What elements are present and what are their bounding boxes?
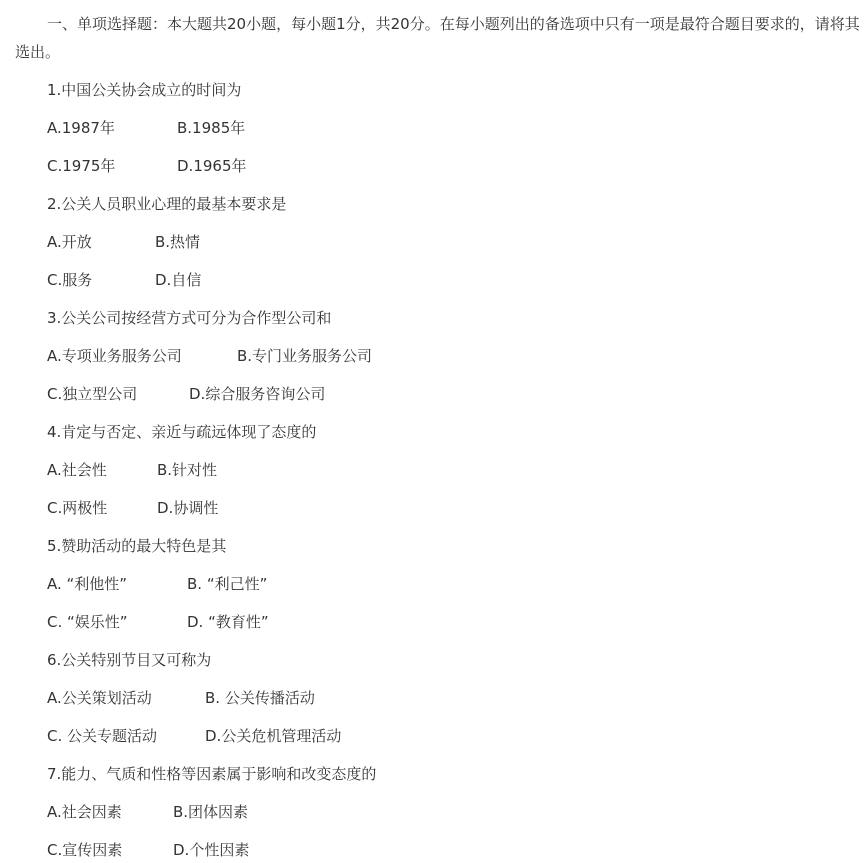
section-intro: 一、单项选择题：本大题共20小题，每小题1分，共20分。在每小题列出的备选项中只有一项是最符合题目要求的，请将其选出。 — [15, 15, 860, 61]
option-c: C. 公关专题活动 — [47, 727, 158, 745]
question-options-row-2a — [47, 232, 200, 252]
option-c: C.独立型公司 — [47, 385, 138, 403]
question-options-row-6b — [47, 726, 341, 746]
option-a: A.专项业务服务公司 — [47, 347, 182, 365]
option-b: B.1985年 — [177, 119, 246, 137]
option-d: D.1965年 — [177, 157, 247, 175]
question-options-row-5a — [47, 574, 267, 594]
option-b: B.针对性 — [157, 461, 218, 479]
question-options-row-2b — [47, 270, 201, 290]
option-d: D.协调性 — [157, 499, 219, 517]
question-stem-4: 4.肯定与否定、亲近与疏远体现了态度的 — [47, 423, 317, 441]
question-options-row-1b — [47, 156, 247, 176]
question-stem-5: 5.赞助活动的最大特色是其 — [47, 537, 227, 555]
option-d: D.公关危机管理活动 — [205, 727, 342, 745]
option-a: A.社会因素 — [47, 803, 122, 821]
option-b: B.热情 — [155, 233, 201, 251]
option-a: A. “利他性” — [47, 575, 128, 593]
option-c: C.1975年 — [47, 157, 116, 175]
option-d: D.综合服务咨询公司 — [189, 385, 326, 403]
question-options-row-4a — [47, 460, 217, 480]
question-options-row-3b — [47, 384, 325, 404]
option-c: C.两极性 — [47, 499, 108, 517]
question-stem-6: 6.公关特别节目又可称为 — [47, 651, 212, 669]
question-options-row-4b — [47, 498, 218, 518]
question-stem-1: 1.中国公关协会成立的时间为 — [47, 81, 242, 99]
question-options-row-3a — [47, 346, 372, 366]
option-a: A.社会性 — [47, 461, 107, 479]
option-d: D.个性因素 — [173, 841, 250, 859]
question-options-row-7b — [47, 840, 249, 860]
question-options-row-1a — [47, 118, 245, 138]
option-b: B.专门业务服务公司 — [237, 347, 373, 365]
option-c: C.服务 — [47, 271, 93, 289]
option-a: A.公关策划活动 — [47, 689, 152, 707]
option-d: D. “教育性” — [187, 613, 269, 631]
question-options-row-5b — [47, 612, 269, 632]
question-stem-3: 3.公关公司按经营方式可分为合作型公司和 — [47, 309, 332, 327]
option-c: C. “娱乐性” — [47, 613, 128, 631]
question-options-row-7a — [47, 802, 248, 822]
option-b: B. 公关传播活动 — [205, 689, 315, 707]
option-b: B. “利己性” — [187, 575, 268, 593]
question-stem-7: 7.能力、气质和性格等因素属于影响和改变态度的 — [47, 765, 377, 783]
option-a: A.1987年 — [47, 119, 115, 137]
question-options-row-6a — [47, 688, 315, 708]
option-c: C.宣传因素 — [47, 841, 123, 859]
option-a: A.开放 — [47, 233, 92, 251]
question-stem-2: 2.公关人员职业心理的最基本要求是 — [47, 195, 287, 213]
option-d: D.自信 — [155, 271, 202, 289]
option-b: B.团体因素 — [173, 803, 249, 821]
